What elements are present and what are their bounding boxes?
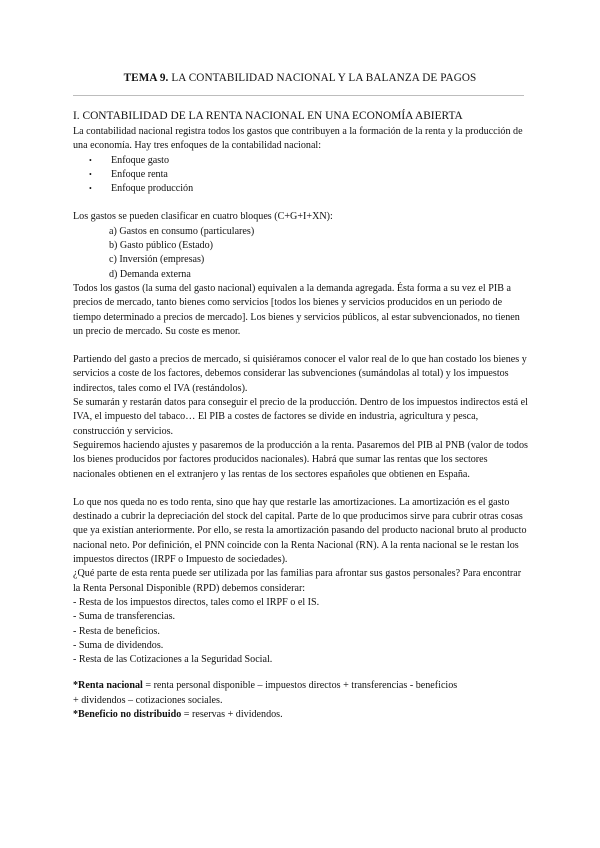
definition-term: *Renta nacional — [73, 680, 143, 692]
definition-text: = renta personal disponible – impuestos directos + transferencias - beneficios — [142, 680, 458, 692]
definition-term: *Beneficio no distribuido — [73, 708, 182, 720]
list-item: - Suma de dividendos. — [73, 639, 164, 651]
paragraph-seguiremos: Seguiremos haciendo ajustes y pasaremos de la producción a la renta. Pasaremos del PIB al PNB (valor de todos los bienes producidos por factores producidos nacionales). Habrá que sumar las rentas que los sectores nacionales obtienen en el extranjero y las rentas de los sectores españoles que obtienen en España. — [73, 439, 528, 480]
list-item: b) Gasto público (Estado) — [109, 240, 213, 252]
paragraph-demanda: Todos los gastos (la suma del gasto nacional) equivalen a la demanda agregada. Ésta forma a su vez el PIB a precios de mercado, tanto bienes como servicios [todos los bienes y servicios producidos en un periodo de tiempo determinado a precios de mercado]. Los bienes y servicios públicos, al estar subvencionados, no tienen un precio de mercado. Su coste es menor. — [73, 282, 520, 337]
title-divider — [73, 95, 524, 96]
definition-renta-nacional — [73, 679, 529, 693]
intro-paragraph: La contabilidad nacional registra todos los gastos que contribuyen a la formación de la renta y la producción de una economía. Hay tres enfoques de la contabilidad nacional: — [73, 126, 523, 152]
list-item: - Suma de transferencias. — [73, 611, 176, 623]
paragraph-partiendo: Partiendo del gasto a precios de mercado, si quisiéramos conocer el valor real de lo que han costado los bienes y servicios a coste de los factores, debemos considerar las subvenciones (sumándolas al total) y los impuestos indirectos, tales como el IVA (restándolos). — [73, 354, 527, 394]
spacer — [73, 196, 529, 210]
list-item: • Enfoque renta — [73, 168, 529, 182]
title-text: LA CONTABILIDAD NACIONAL Y LA BALANZA DE PAGOS — [168, 72, 477, 84]
spacer — [73, 482, 529, 496]
definition-beneficio — [73, 708, 529, 722]
expenses-list — [73, 225, 529, 282]
definition-text: = reservas + dividendos. — [181, 708, 283, 720]
document-body — [73, 109, 529, 722]
expenses-intro: Los gastos se pueden clasificar en cuatro bloques (C+G+I+XN): — [73, 211, 333, 223]
page-title — [0, 72, 600, 84]
section-heading: I. CONTABILIDAD DE LA RENTA NACIONAL EN UNA ECONOMÍA ABIERTA — [73, 110, 463, 122]
paragraph-rpd-question: ¿Qué parte de esta renta puede ser utilizada por las familias para afrontar sus gastos personales? Para encontrar la Renta Personal Disponible (RPD) debemos considerar: — [73, 568, 522, 594]
list-item: • Enfoque producción — [73, 182, 529, 196]
list-item: c) Inversión (empresas) — [109, 254, 205, 266]
list-item: - Resta de los impuestos directos, tales como el IRPF o el IS. — [73, 596, 320, 608]
definition-renta-nacional-cont: + dividendos – cotizaciones sociales. — [73, 694, 223, 706]
rpd-list — [73, 596, 529, 667]
list-item: • Enfoque gasto — [73, 154, 529, 168]
list-item: d) Demanda externa — [109, 268, 191, 280]
title-number: TEMA 9. — [123, 72, 169, 84]
paragraph-amortizacion: Lo que nos queda no es todo renta, sino que hay que restarle las amortizaciones. La amortización es el gasto destinado a cubrir la depreciación del stock del capital. Parte de lo que producimos sirve para cubrir otras cosas que ya existían anteriormente. Por ello, se resta la amortización pasando del producto nacional bruto al producto nacional neto. Por definición, el PNN coincide con la Renta Nacional (RN). A la renta nacional se le restan los impuestos directos (IRPF o Impuesto de sociedades). — [73, 496, 527, 566]
list-item: - Resta de las Cotizaciones a la Seguridad Social. — [73, 654, 273, 666]
paragraph-sumaran: Se sumarán y restarán datos para conseguir el precio de la producción. Dentro de los impuestos indirectos está el IVA, el impuesto del tabaco… El PIB a costes de factores se divide en industria, agricultura y pesca, construcción y servicios. — [73, 397, 528, 437]
spacer — [73, 339, 529, 353]
approach-list — [73, 154, 529, 197]
spacer — [73, 667, 529, 679]
list-item: - Resta de beneficios. — [73, 625, 160, 637]
list-item: a) Gastos en consumo (particulares) — [109, 225, 255, 237]
